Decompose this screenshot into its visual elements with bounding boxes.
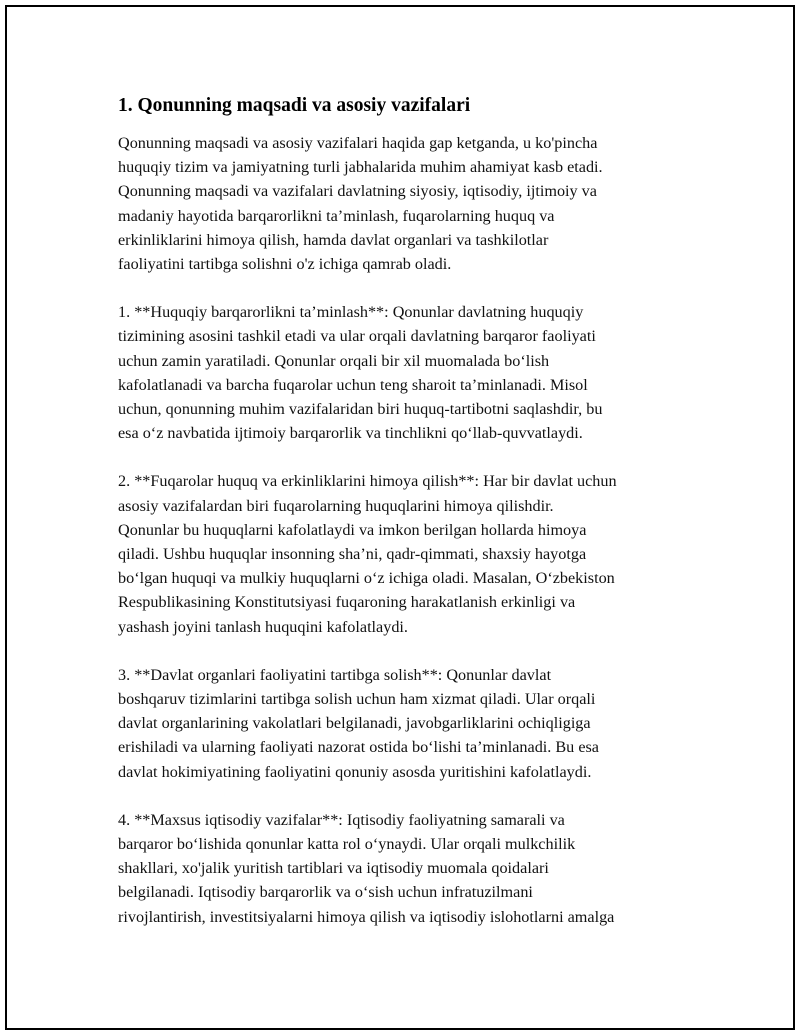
text-line: kafolatlanadi va barcha fuqarolar uchun teng sharoit ta’minlanadi. Misol [118,375,588,394]
text-line: huquqiy tizim va jamiyatning turli jabhalarida muhim ahamiyat kasb etadi. [118,158,603,177]
text-line: uchun, qonunning muhim vazifalaridan biri huquq-tartibotni saqlashdir, bu [118,400,603,419]
text-line: madaniy hayotida barqarorlikni ta’minlash, fuqarolarning huquq va [118,206,555,225]
section-heading: 1. Qonunning maqsadi va asosiy vazifalari [118,95,471,116]
document-body [118,92,703,953]
text-line: Respublikasining Konstitutsiyasi fuqaroning harakatlanish erkinligi va [118,593,576,612]
paragraph-item-1 [118,300,703,445]
text-line: asosiy vazifalardan biri fuqarolarning huquqlarini himoya qilishdir. [118,496,554,515]
text-line: 3. **Davlat organlari faoliyatini tartibga solish**: Qonunlar davlat [118,665,552,684]
text-line: 4. **Maxsus iqtisodiy vazifalar**: Iqtisodiy faoliyatning samarali va [118,810,565,829]
text-line: esa o‘z navbatida ijtimoiy barqarorlik va tinchlikni qo‘llab-quvvatlaydi. [118,424,583,443]
paragraph-item-3 [118,663,703,784]
paragraph-item-4 [118,808,703,929]
text-line: 1. **Huquqiy barqarorlikni ta’minlash**: Qonunlar davlatning huquqiy [118,303,584,322]
text-line: erkinliklarini himoya qilish, hamda davlat organlari va tashkilotlar [118,230,549,249]
text-line: barqaror bo‘lishida qonunlar katta rol o‘ynaydi. Ular orqali mulkchilik [118,835,576,854]
text-line: Qonunning maqsadi va vazifalari davlatning siyosiy, iqtisodiy, ijtimoiy va [118,182,597,201]
text-line: 2. **Fuqarolar huquq va erkinliklarini himoya qilish**: Har bir davlat uchun [118,472,617,491]
text-line: davlat organlarining vakolatlari belgilanadi, javobgarliklarini ochiqligiga [118,714,591,733]
text-line: boshqaruv tizimlarini tartibga solish uchun ham xizmat qiladi. Ular orqali [118,690,596,709]
text-line: faoliyatini tartibga solishni o'z ichiga qamrab oladi. [118,255,452,274]
text-line: erishiladi va ularning faoliyati nazorat ostida bo‘lishi ta’minlanadi. Bu esa [118,738,599,757]
text-line: Qonunning maqsadi va asosiy vazifalari haqida gap ketganda, u ko'pincha [118,134,598,152]
paragraph-intro [118,131,703,276]
text-line: bo‘lgan huquqi va mulkiy huquqlarni o‘z ichiga oladi. Masalan, O‘zbekiston [118,569,615,588]
text-line: rivojlantirish, investitsiyalarni himoya qilish va iqtisodiy islohotlarni amalga [118,907,615,926]
text-line: tizimining asosini tashkil etadi va ular orqali davlatning barqaror faoliyati [118,327,596,346]
text-line: davlat hokimiyatining faoliyatini qonuniy asosda yuritishini kafolatlaydi. [118,762,592,781]
text-line: belgilanadi. Iqtisodiy barqarorlik va o‘sish uchun infratuzilmani [118,883,533,902]
text-line: uchun zamin yaratiladi. Qonunlar orqali bir xil muomalada bo‘lish [118,351,550,370]
text-line: qiladi. Ushbu huquqlar insonning sha’ni, qadr-qimmati, shaxsiy hayotga [118,545,587,564]
text-line: shakllari, xo'jalik yuritish tartiblari va iqtisodiy muomala qoidalari [118,859,549,878]
text-line: Qonunlar bu huquqlarni kafolatlaydi va imkon berilgan hollarda himoya [118,520,587,539]
paragraph-item-2 [118,469,703,638]
text-line: yashash joyini tanlash huquqini kafolatlaydi. [118,617,408,636]
